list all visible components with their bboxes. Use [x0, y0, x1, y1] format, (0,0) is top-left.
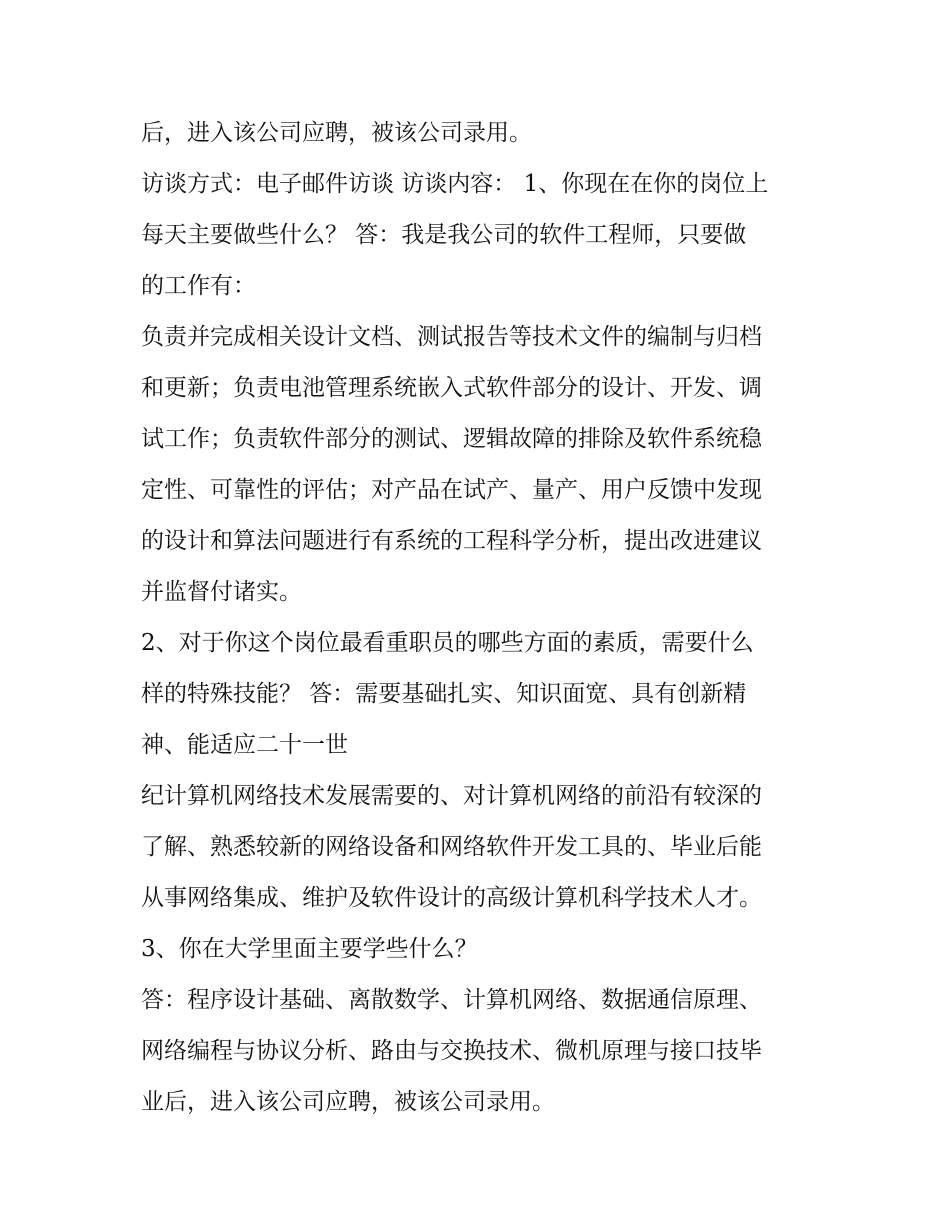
text-line: 负责并完成相关设计文档、测试报告等技术文件的编制与归档	[141, 324, 762, 350]
text-line: 2、对于你这个岗位最看重职员的哪些方面的素质，需要什么	[141, 630, 754, 656]
text-line: 并监督付诸实。	[141, 579, 302, 605]
text-line: 3、你在大学里面主要学些什么？	[141, 936, 478, 962]
text-line: 的设计和算法问题进行有系统的工程科学分析，提出改进建议	[141, 528, 762, 554]
text-line: 答：程序设计基础、离散数学、计算机网络、数据通信原理、	[141, 987, 762, 1013]
text-line: 从事网络集成、维护及软件设计的高级计算机科学技术人才。	[141, 885, 762, 911]
text-line: 网络编程与协议分析、路由与交换技术、微机原理与接口技毕	[141, 1038, 762, 1064]
text-line: 和更新；负责电池管理系统嵌入式软件部分的设计、开发、调	[141, 375, 762, 401]
text-line: 后，进入该公司应聘，被该公司录用。	[141, 120, 532, 146]
text-line: 定性、可靠性的评估；对产品在试产、量产、用户反馈中发现	[141, 477, 762, 503]
text-line: 纪计算机网络技术发展需要的、对计算机网络的前沿有较深的	[141, 783, 762, 809]
text-line: 神、能适应二十一世	[141, 732, 348, 758]
text-line: 了解、熟悉较新的网络设备和网络软件开发工具的、毕业后能	[141, 834, 762, 860]
text-line: 的工作有：	[141, 273, 256, 299]
document-body	[141, 108, 821, 1128]
text-line: 每天主要做些什么？ 答：我是我公司的软件工程师，只要做	[141, 222, 747, 248]
text-line: 样的特殊技能？ 答：需要基础扎实、知识面宽、具有创新精	[141, 681, 747, 707]
text-line: 试工作；负责软件部分的测试、逻辑故障的排除及软件系统稳	[141, 426, 762, 452]
text-line: 业后，进入该公司应聘，被该公司录用。	[141, 1089, 555, 1115]
text-line: 访谈方式：电子邮件访谈 访谈内容： 1、你现在在你的岗位上	[141, 171, 769, 197]
